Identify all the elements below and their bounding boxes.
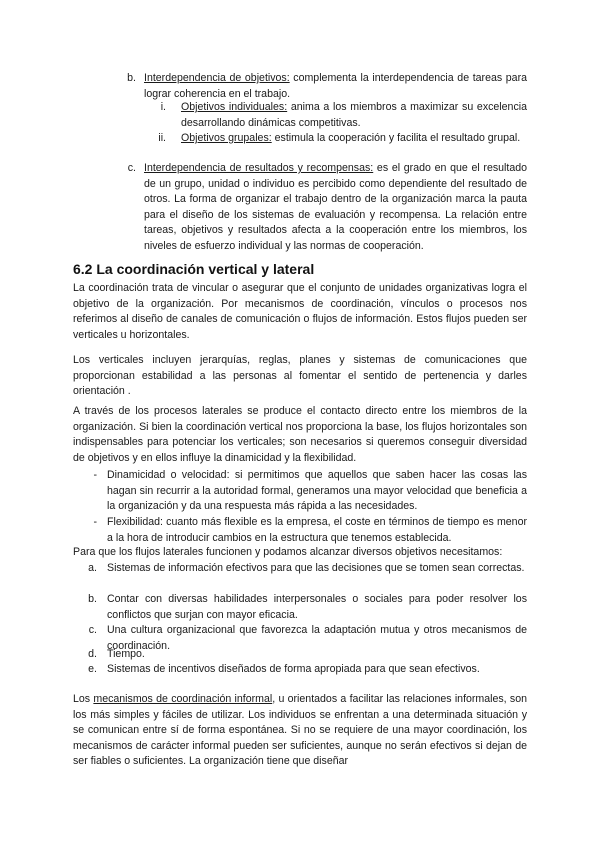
coordinacion-informal-term: mecanismos de coordinación informal [93,693,273,705]
paragraph-flujos-laterales: Para que los flujos laterales funcionen y podamos alcanzar diversos objetivos necesitamos: [73,546,503,558]
need-item-a: Sistemas de información efectivos para que las decisiones que se tomen sean correctas. [107,562,525,574]
need-item-c: Una cultura organizacional que favorezca la adaptación mutua y otros mecanismos de coordinación. [107,624,527,652]
dash-item-dinamicidad: Dinamicidad o velocidad: si permitimos que aquellos que saben hacer las cosas las hagan sin recurrir a la autoridad formal, generamos una mayor velocidad que beneficia a la organización y da una respuesta más rápida a las necesidades. [107,469,527,512]
final-text: , u orientados a facilitar las relaciones informales, son los más simples y fáciles de utilizar. Los individuos se enfrentan a una determinada situación y se comunican entre sí de forma espontánea. Si no se requiere de una mayor coordinación, los mecanismos de carácter informal pueden ser suficientes, aunque no serán efectivos si dejan de ser fiables o suficientes. La organización tiene que diseñar [73,693,527,767]
final-prefix: Los [73,693,94,705]
paragraph-coordinacion: La coordinación trata de vincular o asegurar que el conjunto de unidades organizativas logra el objetivo de la organización. Por mecanismos de coordinación, vínculos o procesos nos referimos al diseño de canales de comunicación o flujos de información. Estos flujos pueden ser verticales u horizontales. [73,282,527,341]
sublist-label-i: i. [160,101,166,113]
sublist-item-ii-text: estimula la cooperación y facilita el resultado grupal. [271,132,521,144]
list-label-b: b. [127,72,136,84]
need-item-e: Sistemas de incentivos diseñados de forma apropiada para que sean efectivos. [107,663,480,675]
sublist-item-i [181,100,527,131]
need-label-a: a. [88,562,97,574]
list-item-c [144,161,527,254]
paragraph-laterales: A través de los procesos laterales se produce el contacto directo entre los miembros de la organización. Si bien la coordinación vertical nos proporciona la base, los flujos horizontales son indispensables para potenciar los verticales; son necesarios si queremos conseguir diversidad de objetivos y en ellos influye la dinamicidad y la flexibilidad. [73,405,527,464]
need-label-e: e. [88,663,97,675]
dash-label-2: - [93,516,97,528]
need-label-c: c. [88,624,97,636]
dash-label-1: - [93,469,97,481]
sublist-item-i-title: Objetivos individuales: [181,101,288,113]
need-label-d: d. [88,648,97,660]
list-item-c-text: es el grado en que el resultado de un grupo, unidad o individuo es percibido como dependiente del resultado de otros. La forma de organizar el trabajo dentro de la organización marca la pauta para el diseño de los sistemas de evaluación y recompensa. La relación entre tareas, objetivos y resultados afecta a la cooperación entre los miembros, los niveles de esfuerzo individual y las normas de cooperación. [144,162,527,252]
paragraph-verticales: Los verticales incluyen jerarquías, reglas, planes y sistemas de comunicaciones que proporcionan estabilidad a las personas al fomentar el sentido de pertenencia y darles orientación . [73,354,527,397]
paragraph-coordinacion-informal [73,692,527,770]
need-label-b: b. [88,593,97,605]
need-item-d: Tiempo. [107,648,145,660]
sublist-item-ii [181,131,527,147]
list-item-b-title: Interdependencia de objetivos: [144,72,290,84]
sublist-item-i-text: anima a los miembros a maximizar su excelencia desarrollando dinámicas competitivas. [181,101,527,129]
sublist-label-ii: ii. [158,132,166,144]
list-label-c: c. [127,162,136,174]
need-item-b: Contar con diversas habilidades interpersonales o sociales para poder resolver los conflictos que surjan con mayor eficacia. [107,593,527,621]
list-item-b-text: complementa la interdependencia de tareas para lograr coherencia en el trabajo. [144,72,527,100]
dash-item-flexibilidad: Flexibilidad: cuanto más flexible es la empresa, el coste en términos de tiempo es menor a la hora de introducir cambios en la estructura que tenemos establecida. [107,516,527,544]
list-item-b [144,71,527,102]
list-item-c-title: Interdependencia de resultados y recompensas: [144,162,374,174]
section-heading: 6.2 La coordinación vertical y lateral [73,261,315,277]
sublist-item-ii-title: Objetivos grupales: [181,132,272,144]
